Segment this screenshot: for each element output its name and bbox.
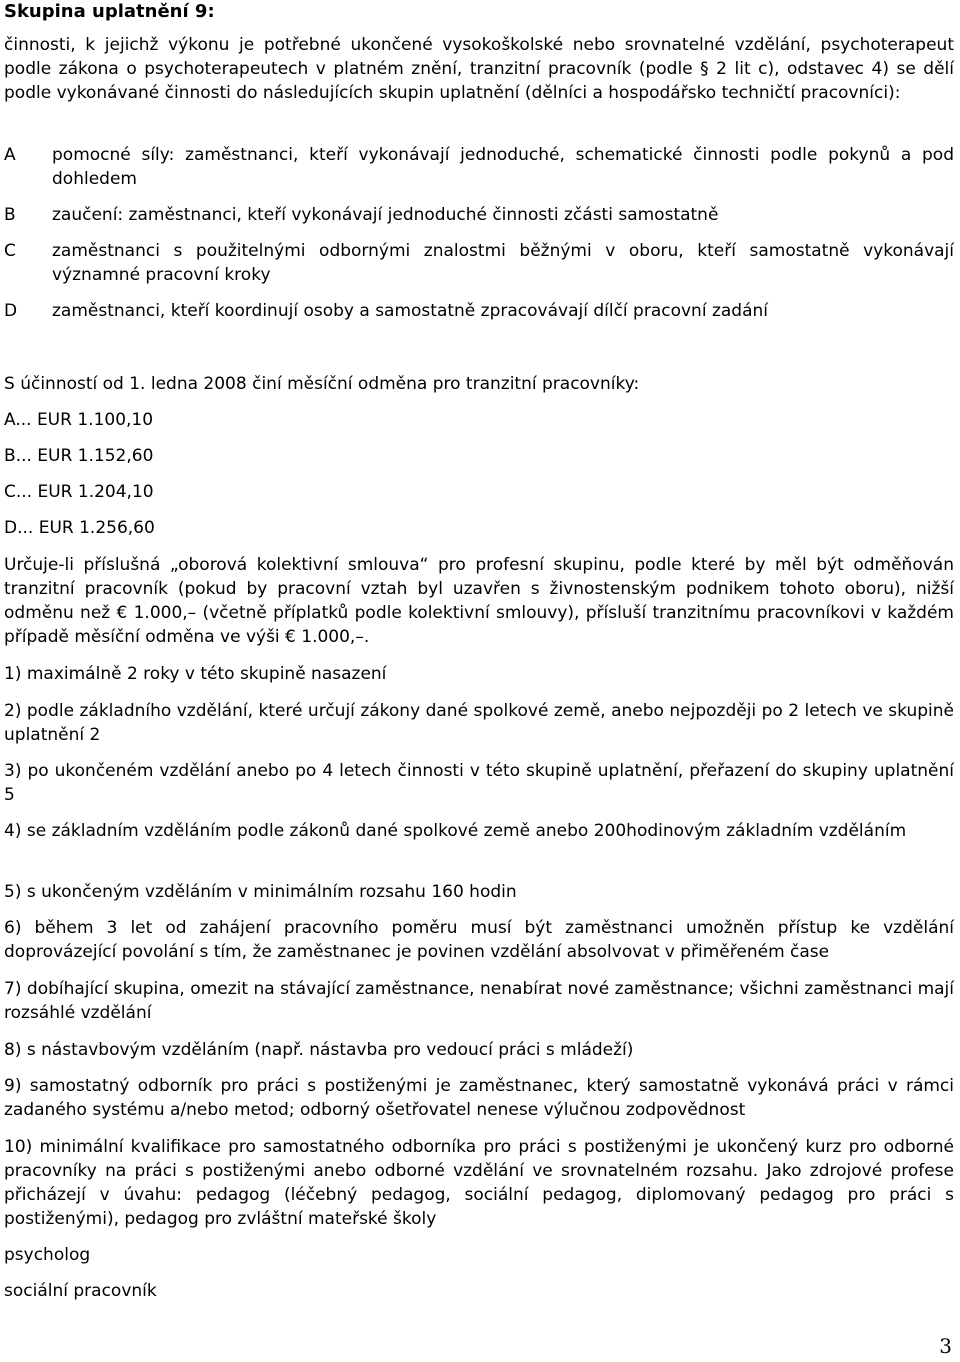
footnote: 10) minimální kvalifikace pro samostatného odborníka pro práci s postiženými je ukončený kurz pro odborné pracovníky na práci s postiženými anebo odborné vzdělání ve srovnatelném rozsahu. Jako zdrojové profese přicházejí v úvahu: pedagog (léčebný pedagog, sociální pedagog, diplomovaný pedagog pro práci s postiženými), pedagog pro zvláštní mateřské školy [4, 1137, 954, 1229]
footnote: 9) samostatný odborník pro práci s postiženými je zaměstnanec, který samostatně vykonává práci v rámci zadaného systému a/nebo metod; odborný ošetřovatel nenese výlučnou zodpovědnost [4, 1076, 954, 1120]
salary-line: A... EUR 1.100,10 [4, 410, 154, 430]
group-description: zaměstnanci s použitelnými odbornými znalostmi běžnými v oboru, kteří samostatně vykonávají významné pracovní kroky [52, 241, 954, 285]
footnote: 2) podle základního vzdělání, které určují zákony dané spolkové země, anebo nejpozději po 2 letech ve skupině uplatnění 2 [4, 701, 954, 745]
salary-line: C... EUR 1.204,10 [4, 482, 154, 502]
group-description: zaměstnanci, kteří koordinují osoby a samostatně zpracovávají dílčí pracovní zadání [52, 301, 769, 321]
group-letter: C [4, 241, 16, 261]
salary-line: D... EUR 1.256,60 [4, 518, 155, 538]
page-number: 3 [939, 1334, 952, 1358]
salary-line: B... EUR 1.152,60 [4, 446, 154, 466]
footnote: 5) s ukončeným vzděláním v minimálním rozsahu 160 hodin [4, 882, 517, 902]
group-letter: B [4, 205, 16, 225]
group-description: pomocné síly: zaměstnanci, kteří vykonávají jednoduché, schematické činnosti podle pokynů a pod dohledem [52, 145, 954, 189]
footnote: 1) maximálně 2 roky v této skupině nasazení [4, 664, 387, 684]
footnote: psycholog [4, 1245, 91, 1265]
intro-paragraph: činnosti, k jejichž výkonu je potřebné ukončené vysokoškolské nebo srovnatelné vzdělání, psychoterapeut podle zákona o psychoterapeutech v platném znění, tranzitní pracovník (podle § 2 lit c), odstavec 4) se dělí podle vykonávané činnosti do následujících skupin uplatnění (dělníci a hospodářsko techničtí pracovníci): [4, 35, 954, 103]
group-letter: A [4, 145, 16, 165]
section-title: Skupina uplatnění 9: [4, 1, 215, 22]
collective-agreement-note: Určuje-li příslušná „oborová kolektivní smlouva“ pro profesní skupinu, podle které by měl být odměňován tranzitní pracovník (pokud by pracovní vztah byl uzavřen s živnostenským podnikem tohoto oboru), nižší odměnu než € 1.000,– (včetně příplatků podle kolektivní smlouvy), přísluší tranzitnímu pracovníkovi v každém případě měsíční odměna ve výši € 1.000,–. [4, 555, 954, 647]
footnote: 6) během 3 let od zahájení pracovního poměru musí být zaměstnanci umožněn přístup ke vzdělání doprovázející povolání s tím, že zaměstnanec je povinen vzdělání absolvovat v přiměřeném čase [4, 918, 954, 962]
footnote: 8) s nástavbovým vzděláním (např. nástavba pro vedoucí práci s mládeží) [4, 1040, 634, 1060]
salary-intro: S účinností od 1. ledna 2008 činí měsíční odměna pro tranzitní pracovníky: [4, 374, 640, 394]
footnote: 4) se základním vzděláním podle zákonů dané spolkové země anebo 200hodinovým základním vzděláním [4, 821, 907, 841]
group-letter: D [4, 301, 18, 321]
footnote: 3) po ukončeném vzdělání anebo po 4 letech činnosti v této skupině uplatnění, přeřazení do skupiny uplatnění 5 [4, 761, 954, 805]
footnote: 7) dobíhající skupina, omezit na stávající zaměstnance, nenabírat nové zaměstnance; všichni zaměstnanci mají rozsáhlé vzdělání [4, 979, 954, 1023]
group-description: zaučení: zaměstnanci, kteří vykonávají jednoduché činnosti zčásti samostatně [52, 205, 719, 225]
footnote: sociální pracovník [4, 1281, 157, 1301]
